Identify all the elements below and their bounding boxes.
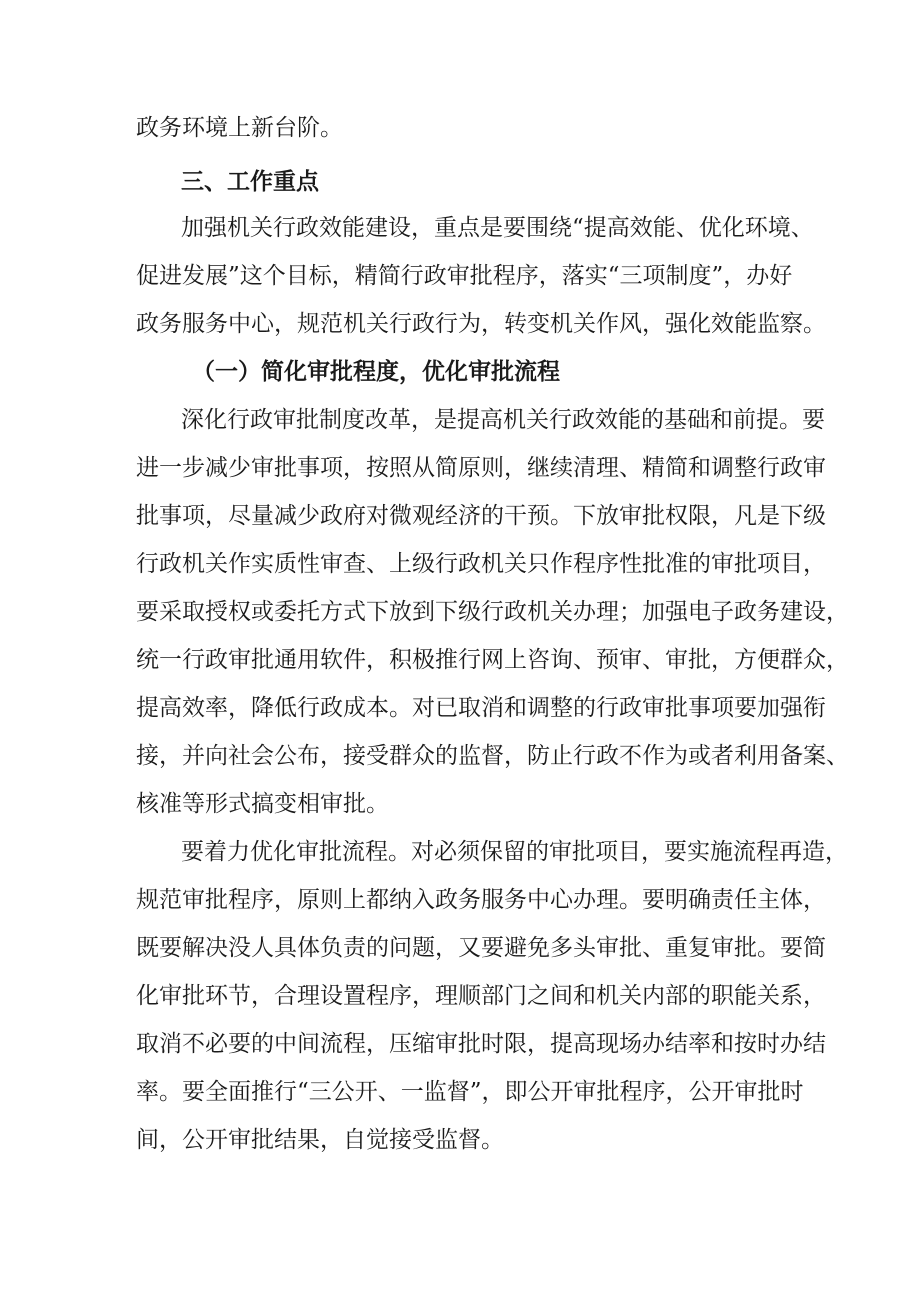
text-line: 接，并向社会公布，接受群众的监督，防止行政不作为或者利用备案、 <box>136 743 849 769</box>
text-line: 行政机关作实质性审查、上级行政机关只作程序性批准的审批项目， <box>136 551 826 577</box>
text-line: 加强机关行政效能建设，重点是要围绕“提高效能、优化环境、 <box>181 215 814 241</box>
text-line: 间，公开审批结果，自觉接受监督。 <box>136 1127 504 1153</box>
text-line: 化审批环节，合理设置程序，理顺部门之间和机关内部的职能关系， <box>136 983 826 1009</box>
section-heading: 三、工作重点 <box>181 168 319 195</box>
text-line: 深化行政审批制度改革，是提高机关行政效能的基础和前提。要 <box>181 407 825 433</box>
text-line: 提高效率，降低行政成本。对已取消和调整的行政审批事项要加强衔 <box>136 695 826 721</box>
text-line: 进一步减少审批事项，按照从简原则，继续清理、精简和调整行政审 <box>136 455 826 481</box>
text-line: 核准等形式搞变相审批。 <box>136 791 389 817</box>
text-line: 要采取授权或委托方式下放到下级行政机关办理；加强电子政务建设， <box>136 599 849 625</box>
text-line: 政务环境上新台阶。 <box>136 115 343 141</box>
text-line: 要着力优化审批流程。对必须保留的审批项目，要实施流程再造， <box>181 839 848 865</box>
text-line: 率。要全面推行“三公开、一监督”，即公开审批程序，公开审批时 <box>136 1079 804 1105</box>
text-line: 政务服务中心，规范机关行政行为，转变机关作风，强化效能监察。 <box>136 311 826 337</box>
text-line: 促进发展”这个目标，精简行政审批程序，落实“三项制度”，办好 <box>136 263 793 289</box>
text-line: 取消不必要的中间流程，压缩审批时限，提高现场办结率和按时办结 <box>136 1031 826 1057</box>
text-line: 既要解决没人具体负责的问题，又要避免多头审批、重复审批。要简 <box>136 935 826 961</box>
text-line: 统一行政审批通用软件，积极推行网上咨询、预审、审批，方便群众， <box>136 647 849 673</box>
subsection-heading: （一）简化审批程度，优化审批流程 <box>192 358 560 385</box>
text-line: 规范审批程序，原则上都纳入政务服务中心办理。要明确责任主体， <box>136 887 826 913</box>
text-line: 批事项，尽量减少政府对微观经济的干预。下放审批权限，凡是下级 <box>136 503 826 529</box>
